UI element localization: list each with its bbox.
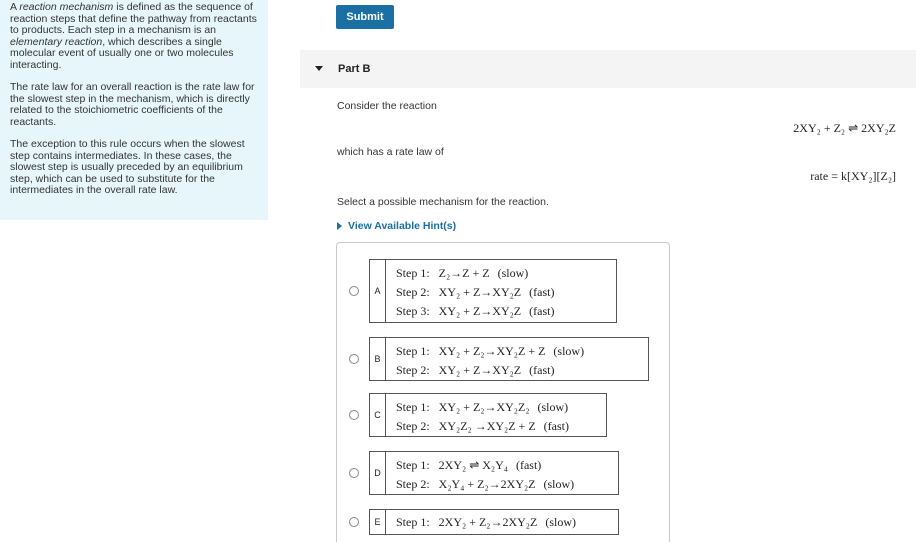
option-letter: E: [370, 510, 386, 534]
info-panel: [0, 0, 268, 220]
mechanism-step: [396, 361, 584, 380]
step-equation: XY₂ + Z₂→XY₂Z + Z: [438, 344, 546, 358]
reaction-equation: 2XY₂ + Z₂ ⇌ 2XY₂Z: [793, 121, 896, 135]
mechanism-step: [396, 283, 554, 302]
rate-law-equation: rate = k[XY₂][Z₂]: [810, 169, 896, 183]
step-label: Step 1:: [396, 458, 430, 472]
option-letter: C: [370, 394, 386, 436]
step-equation: XY₂ + Z→XY₂Z: [438, 304, 522, 318]
option-radio-b[interactable]: [349, 354, 359, 364]
step-rate: (fast): [529, 363, 555, 377]
step-equation: 2XY₂ + Z₂→2XY₂Z: [438, 515, 538, 529]
collapse-caret-icon[interactable]: [315, 66, 323, 71]
consider-text: Consider the reaction: [337, 100, 437, 112]
step-rate: (fast): [529, 304, 555, 318]
option-box: [369, 393, 607, 437]
mechanism-steps: [386, 260, 562, 321]
step-equation: X₂Y₄ + Z₂→2XY₂Z: [438, 477, 536, 491]
option-box: [369, 509, 619, 535]
mechanism-step: [396, 264, 554, 283]
mechanism-step: [396, 475, 574, 494]
info-paragraph-exception: The exception to this rule occurs when the slowest step contains intermediates. In these cases, the slowest step is usually preceded by an equilibrium step, which can be used to substitute for the intermediates in the overall rate law.: [10, 138, 245, 196]
option-letter: D: [370, 452, 386, 494]
info-paragraph-rate-law: The rate law for an overall reaction is the rate law for the slowest step in the mechanism, which is directly related to the stoichiometric coefficients of the reactants.: [10, 81, 255, 128]
option-d[interactable]: [349, 451, 619, 495]
option-radio-a[interactable]: [349, 286, 359, 296]
option-e[interactable]: [349, 509, 619, 535]
option-a[interactable]: [349, 259, 617, 323]
step-label: Step 3:: [396, 304, 430, 318]
step-label: Step 2:: [396, 363, 430, 377]
option-box: [369, 337, 649, 381]
step-equation: Z₂→Z + Z: [438, 266, 490, 280]
step-label: Step 2:: [396, 419, 430, 433]
option-c[interactable]: [349, 393, 607, 437]
mechanism-step: [396, 342, 584, 361]
option-letter: B: [370, 338, 386, 380]
mechanism-step: [396, 302, 554, 321]
option-box: [369, 259, 617, 323]
mechanism-step: [396, 513, 576, 532]
option-radio-c[interactable]: [349, 410, 359, 420]
option-box: [369, 451, 619, 495]
step-rate: (fast): [529, 285, 555, 299]
step-label: Step 1:: [396, 400, 430, 414]
mechanism-step: [396, 456, 574, 475]
step-equation: XY₂ + Z→XY₂Z: [438, 285, 522, 299]
step-rate: (slow): [553, 344, 585, 358]
option-letter: A: [370, 260, 386, 322]
question-area: [300, 0, 916, 542]
step-label: Step 1:: [396, 344, 430, 358]
step-rate: (slow): [497, 266, 529, 280]
step-label: Step 1:: [396, 266, 430, 280]
hint-caret-icon: [337, 222, 342, 230]
step-rate: (fast): [543, 419, 569, 433]
mechanism-step: [396, 398, 569, 417]
step-label: Step 2:: [396, 477, 430, 491]
hint-label: View Available Hint(s): [348, 220, 457, 232]
submit-button[interactable]: Submit: [336, 5, 394, 29]
select-instruction: Select a possible mechanism for the reaction.: [337, 196, 549, 208]
step-rate: (slow): [537, 400, 569, 414]
info-paragraph-mechanism: A reaction mechanism is defined as the sequence of reaction steps that define the pathway from reactants to products. Each step in a mechanism is an elementary reaction, which describes a single molecular event of usually one or two molecules interacting.: [10, 1, 257, 71]
step-rate: (slow): [545, 515, 576, 529]
step-rate: (slow): [543, 477, 575, 491]
view-hints-link[interactable]: [337, 220, 456, 232]
part-title: Part B: [338, 63, 371, 75]
option-radio-d[interactable]: [349, 468, 359, 478]
step-equation: XY₂ + Z→XY₂Z: [438, 363, 522, 377]
step-label: Step 1:: [396, 515, 430, 529]
part-header[interactable]: [300, 50, 916, 88]
mechanism-step: [396, 417, 569, 436]
mechanism-steps: [386, 394, 577, 436]
step-rate: (fast): [515, 458, 542, 472]
mechanism-steps: [386, 338, 592, 380]
step-equation: 2XY₂ ⇌ X₂Y₄: [438, 458, 508, 472]
answer-options: [336, 242, 670, 542]
mechanism-steps: [386, 510, 584, 532]
mechanism-steps: [386, 452, 582, 494]
step-label: Step 2:: [396, 285, 430, 299]
step-equation: XY₂ + Z₂→XY₂Z₂: [438, 400, 530, 414]
rate-law-intro: which has a rate law of: [337, 146, 444, 158]
step-equation: XY₂Z₂ →XY₂Z + Z: [438, 419, 536, 433]
option-radio-e[interactable]: [349, 517, 359, 527]
option-b[interactable]: [349, 337, 649, 381]
